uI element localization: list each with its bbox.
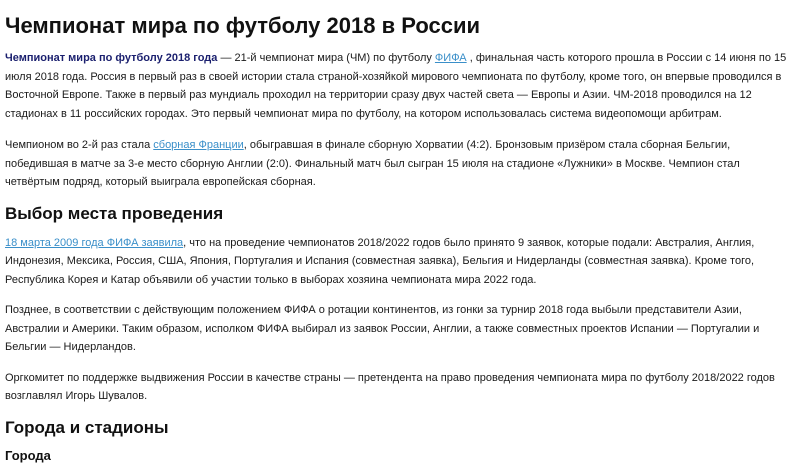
bids-paragraph [5,234,795,290]
champion-text-part1: Чемпионом во 2-й раз стала [5,139,154,151]
intro-paragraph [5,49,795,123]
cities-subheading: Города [5,447,51,463]
lead-strong-text: Чемпионат мира по футболу 2018 года [5,52,218,64]
page-title: Чемпионат мира по футболу 2018 в России [5,13,480,38]
cities-heading: Города и стадионы [5,417,169,437]
intro-text-part2: , финальная часть которого прошла в России с 14 июня по 15 июля 2018 года. Россия в первый раз в своей истории стала страной-хозяйкой мирового чемпионата по футболу, кроме того, он впервые проводился в Восточной Европе. Также в первый раз мундиаль проходил на территории сразу двух частей света — Европы и Азии. ЧМ-2018 проводился на 12 стадионах в 11 российских городах. Это первый чемпионат мира по футболу, на котором использовалась система видеопомощи арбитрам. [5,52,787,120]
champion-paragraph [5,136,795,192]
fifa-announcement-link[interactable]: 18 марта 2009 года ФИФА заявила [5,236,184,249]
committee-paragraph: Оргкомитет по поддержке выдвижения России в качестве страны — претендента на право проведения чемпионата мира по футболу 2018/2022 годов возглавлял Игорь Шувалов. [5,371,775,402]
rotation-paragraph: Позднее, в соответствии с действующим положением ФИФА о ротации континентов, из гонки за турнир 2018 года выбыли представители Азии, Австралии и Америки. Таким образом, исполком ФИФА выбирал из заявок России, Англии, а также совместных проектов Испании — Португалии и Бельгии — Нидерландов. [5,304,760,353]
fifa-link[interactable]: ФИФА [434,52,467,64]
bids-text: , что на проведение чемпионатов 2018/2022 годов было принято 9 заявок, которые подали: Австралия, Англия, Индонезия, Мексика, Россия, США, Япония, Португалия и Испания (совместная заявка), Бельгия и Нидерланды (совместная заявка). Кроме того, Республика Корея и Катар объявили об участии только в выборах хозяина чемпионата мира 2022 года. [5,236,755,286]
intro-text-part1: — 21-й чемпионат мира (ЧМ) по футболу [217,52,435,64]
venue-heading: Выбор места проведения [5,203,224,223]
france-team-link[interactable]: сборная Франции [153,139,244,151]
champion-text-part2: , обыгравшая в финале сборную Хорватии (4:2). Бронзовым призёром стала сборная Бельгии, победившая в матче за 3-е место сборную Англии (2:0). Финальный матч был сыгран 15 июля на стадионе «Лужники» в Москве. Чемпион стал четвёртым подряд, который выиграла европейская сборная. [5,139,740,188]
